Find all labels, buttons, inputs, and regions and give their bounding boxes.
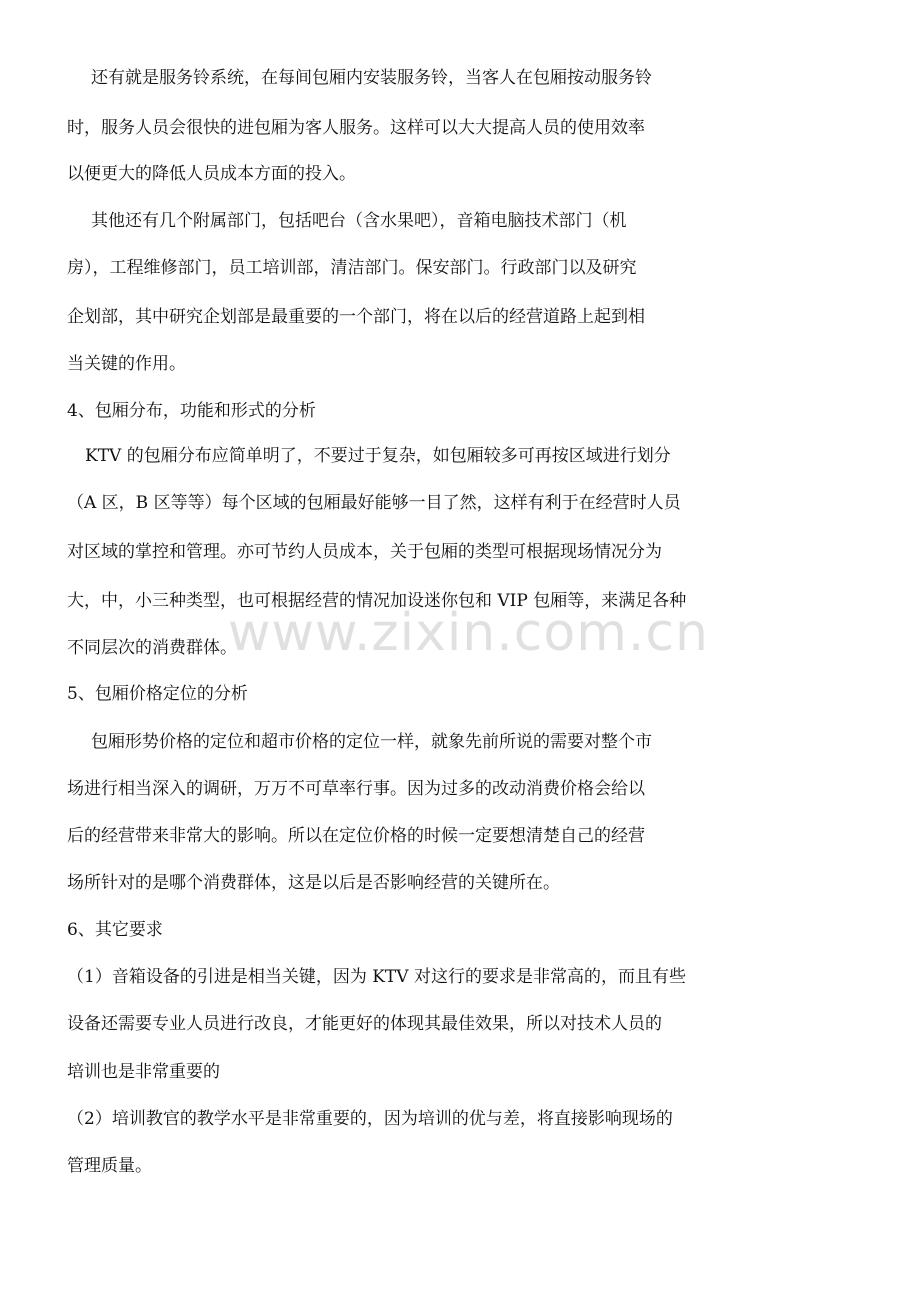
paragraph-line: 不同层次的消费群体。 bbox=[67, 638, 237, 658]
paragraph-line: 场进行相当深入的调研，万万不可草率行事。因为过多的改动消费价格会给以 bbox=[67, 779, 645, 799]
paragraph-line: 企划部，其中研究企划部是最重要的一个部门，将在以后的经营道路上起到相 bbox=[67, 307, 645, 327]
paragraph-line: 场所针对的是哪个消费群体，这是以后是否影响经营的关键所在。 bbox=[67, 873, 560, 893]
paragraph-line: 设备还需要专业人员进行改良，才能更好的体现其最佳效果，所以对技术人员的 bbox=[67, 1014, 662, 1034]
section-heading: 5、包厢价格定位的分析 bbox=[67, 684, 248, 704]
paragraph-line: （A 区，B 区等等）每个区域的包厢最好能够一目了然，这样有利于在经营时人员 bbox=[67, 493, 681, 513]
paragraph-line: 其他还有几个附属部门，包括吧台（含水果吧），音箱电脑技术部门（机 bbox=[91, 211, 627, 231]
paragraph-line: 以便更大的降低人员成本方面的投入。 bbox=[67, 164, 356, 184]
section-heading: 4、包厢分布，功能和形式的分析 bbox=[67, 401, 316, 421]
paragraph-line: 时，服务人员会很快的进包厢为客人服务。这样可以大大提高人员的使用效率 bbox=[67, 118, 645, 138]
paragraph-line: 培训也是非常重要的 bbox=[67, 1062, 220, 1082]
paragraph-line: 包厢形势价格的定位和超市价格的定位一样，就象先前所说的需要对整个市 bbox=[91, 732, 652, 752]
paragraph-line: （1）音箱设备的引进是相当关键，因为 KTV 对这行的要求是非常高的，而且有些 bbox=[67, 967, 686, 987]
paragraph-line: 大，中，小三种类型，也可根据经营的情况加设迷你包和 VIP 包厢等，来满足各种 bbox=[67, 591, 687, 611]
paragraph-line: 后的经营带来非常大的影响。所以在定位价格的时候一定要想清楚自己的经营 bbox=[67, 826, 645, 846]
paragraph-line: 还有就是服务铃系统，在每间包厢内安装服务铃，当客人在包厢按动服务铃 bbox=[91, 68, 652, 88]
paragraph-line: 管理质量。 bbox=[67, 1156, 152, 1176]
paragraph-line: 对区域的掌控和管理。亦可节约人员成本，关于包厢的类型可根据现场情况分为 bbox=[67, 542, 662, 562]
section-heading: 6、其它要求 bbox=[67, 920, 163, 940]
paragraph-line: KTV 的包厢分布应简单明了，不要过于复杂，如包厢较多可再按区域进行划分 bbox=[85, 446, 671, 466]
watermark-text: www.zixin.com.cn bbox=[228, 603, 709, 663]
paragraph-line: 当关键的作用。 bbox=[67, 354, 186, 374]
paragraph-line: （2）培训教官的教学水平是非常重要的，因为培训的优与差，将直接影响现场的 bbox=[67, 1109, 673, 1129]
paragraph-line: 房），工程维修部门，员工培训部，清洁部门。保安部门。行政部门以及研究 bbox=[67, 258, 637, 278]
